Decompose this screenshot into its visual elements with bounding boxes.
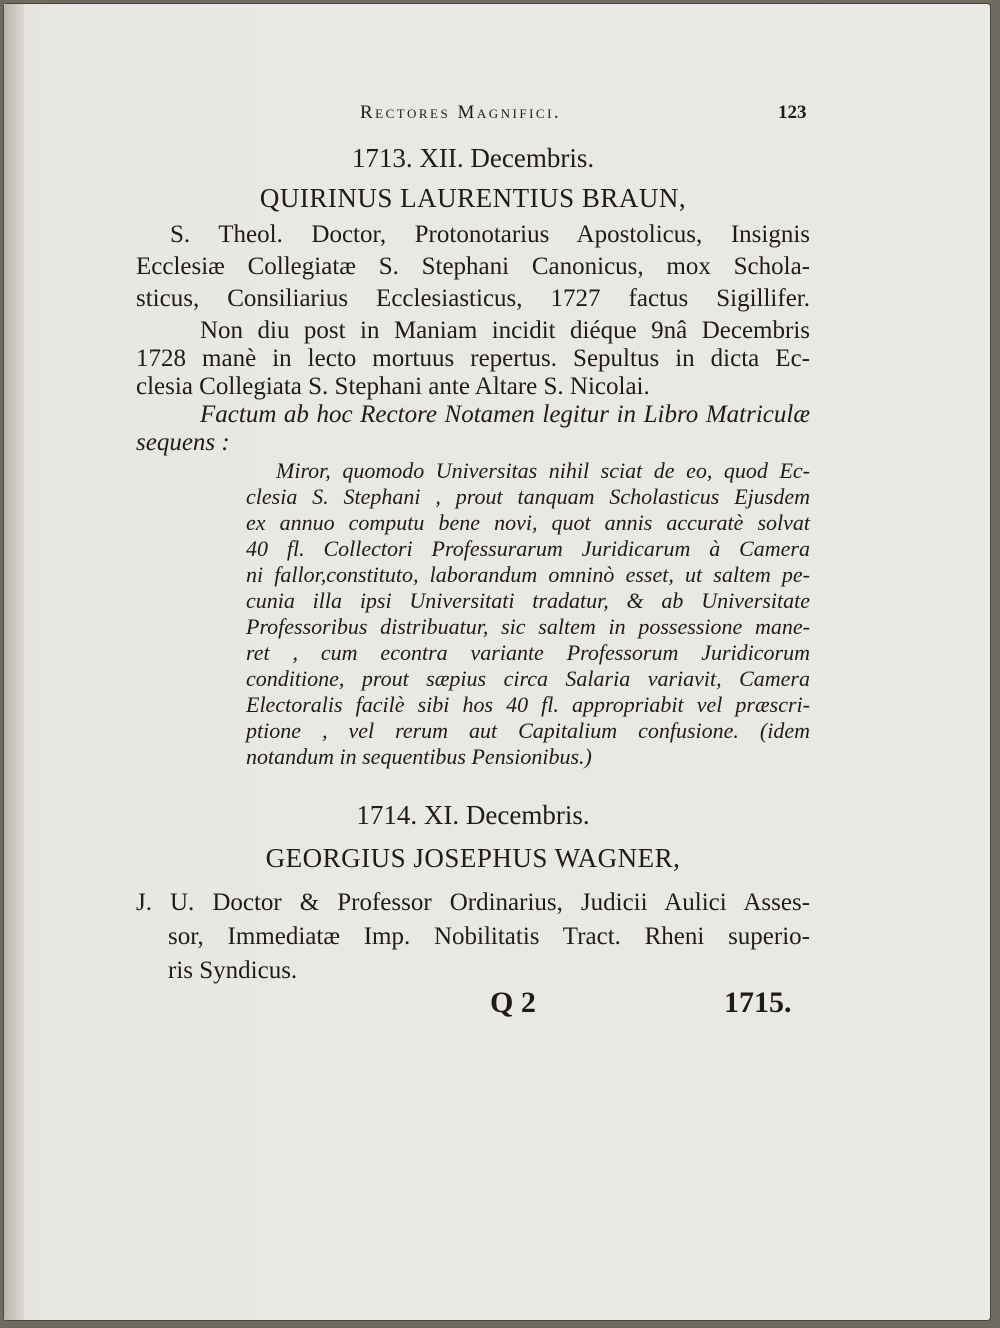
entry-date: 1714. XI. Decembris.: [356, 800, 590, 830]
signature-mark: Q 2: [490, 986, 536, 1019]
quote-line: Professoribus distribuatur, sic saltem in possessione mane-: [246, 614, 810, 639]
entry-text-line: Factum ab hoc Rectore Notamen legitur in Libro Matriculæ: [200, 401, 810, 428]
entry-text-line: sticus, Consiliarius Ecclesiasticus, 1727 factus Sigillifer.: [136, 285, 810, 312]
entry-text-line: clesia Collegiata S. Stephani ante Altare S. Nicolai.: [136, 373, 650, 400]
entry-text-line: S. Theol. Doctor, Protonotarius Apostolicus, Insignis: [170, 221, 810, 248]
quote-line: ex annuo computu bene novi, quot annis accuratè solvat: [246, 510, 810, 535]
running-head: Rectores Magnifici.: [360, 102, 562, 123]
entry-text-line: Ecclesiæ Collegiatæ S. Stephani Canonicus, mox Schola-: [136, 253, 810, 280]
quote-line: ni fallor,constituto, laborandum omninò esset, ut saltem pe-: [246, 562, 810, 587]
entry-text-line: sor, Immediatæ Imp. Nobilitatis Tract. Rheni superio-: [168, 923, 810, 950]
quote-line: Miror, quomodo Universitas nihil sciat de eo, quod Ec-: [276, 458, 810, 483]
page-header: [360, 102, 807, 128]
quote-line: Electoralis facilè sibi hos 40 fl. appropriabit vel præscri-: [246, 692, 810, 717]
catchword: 1715.: [724, 986, 792, 1019]
quote-line: clesia S. Stephani , prout tanquam Scholasticus Ejusdem: [246, 484, 810, 509]
entry-text-line: 1728 manè in lecto mortuus repertus. Sepultus in dicta Ec-: [136, 345, 810, 372]
rector-name: QUIRINUS LAURENTIUS BRAUN,: [259, 183, 687, 213]
page-gutter: [4, 4, 24, 1320]
entry-date: 1713. XII. Decembris.: [351, 143, 595, 173]
quote-line: cunia illa ipsi Universitati tradatur, & ab Universitate: [246, 588, 810, 613]
entry-text-line: J. U. Doctor & Professor Ordinarius, Judicii Aulici Asses-: [136, 889, 810, 916]
entry-text-line: ris Syndicus.: [168, 957, 298, 984]
page-number: 123: [778, 102, 807, 123]
quote-line: 40 fl. Collectori Professurarum Juridicarum à Camera: [246, 536, 810, 561]
quote-line: conditione, prout sæpius circa Salaria variavit, Camera: [246, 666, 810, 691]
quote-line: ptione , vel rerum aut Capitalium confusione. (idem: [246, 718, 810, 743]
entry-text-line: sequens :: [136, 429, 230, 456]
quote-line: notandum in sequentibus Pensionibus.): [246, 744, 592, 769]
rector-name: GEORGIUS JOSEPHUS WAGNER,: [265, 843, 681, 873]
quote-line: ret , cum econtra variante Professorum Juridicorum: [246, 640, 810, 665]
entry-text-line: Non diu post in Maniam incidit diéque 9nâ Decembris: [200, 317, 810, 344]
